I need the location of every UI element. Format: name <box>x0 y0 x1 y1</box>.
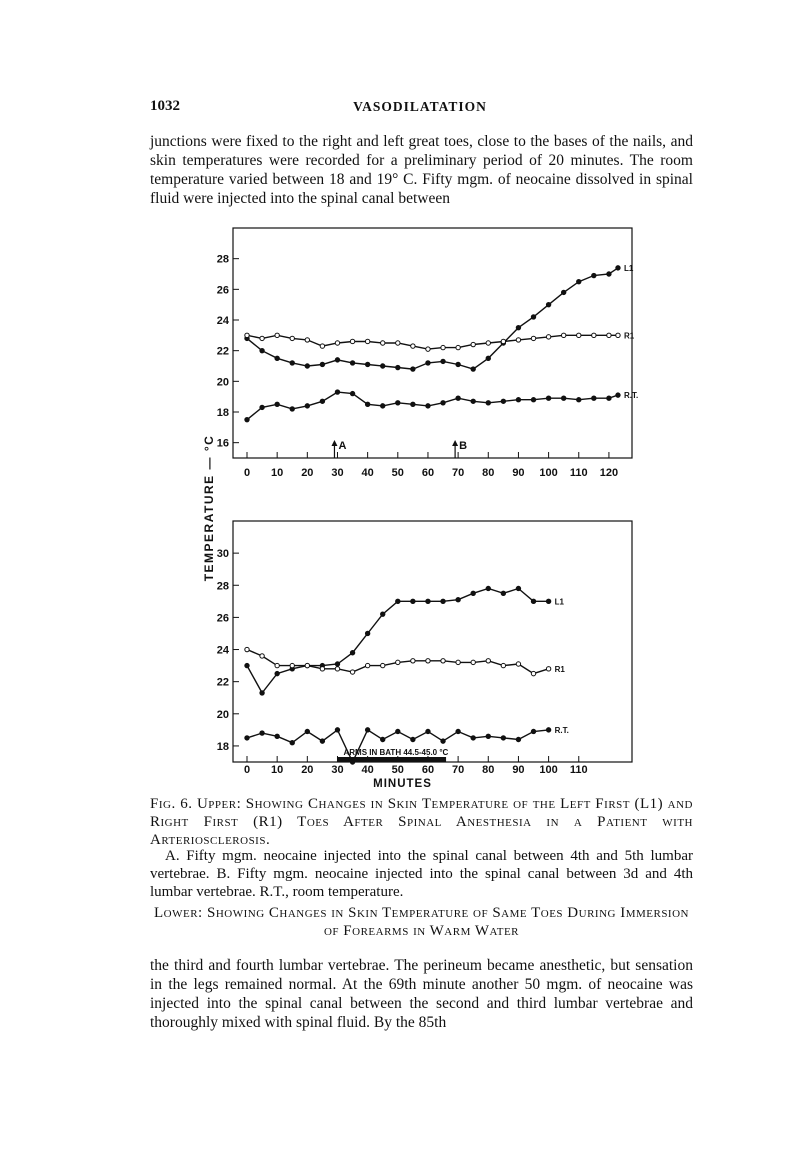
lower-series-rt-point <box>245 736 249 740</box>
upper-series-l1-point <box>441 359 445 363</box>
body-paragraph-top: junctions were fixed to the right and left great toes, close to the bases of the nails, and skin temperatures were recorded for a preliminary period of 20 minutes. The room temperature varied between 18 and 19° C. Fifty mgm. of neocaine dissolved in spinal fluid were injected into the spinal canal between <box>150 133 693 207</box>
lower-series-l1-point <box>260 691 264 695</box>
lower-series-l1-point <box>275 671 279 675</box>
upper-series-r1-point <box>245 333 249 337</box>
lower-series-rt-point <box>350 760 354 764</box>
lower-series-label: R1 <box>554 664 565 674</box>
lower-x-axis-label: MINUTES <box>373 778 432 790</box>
lower-series-l1-point <box>365 631 369 635</box>
lower-series-rt-point <box>335 728 339 732</box>
upper-x-tick-label: 40 <box>361 467 374 479</box>
lower-y-tick-label: 30 <box>216 548 229 561</box>
upper-series-l1-point <box>396 365 400 369</box>
upper-series-l1-point <box>607 272 611 276</box>
upper-series-rt-point <box>260 405 264 409</box>
upper-series-rt-point <box>456 396 460 400</box>
upper-series-r1-point <box>561 333 565 337</box>
lower-series-rt-point <box>411 737 415 741</box>
lower-series-r1-point <box>381 663 385 667</box>
upper-y-tick-label: 28 <box>216 253 229 266</box>
upper-series-r1-point <box>592 333 596 337</box>
lower-series-l1-point <box>441 599 445 603</box>
lower-series-l1-point <box>381 612 385 616</box>
figure-chart-svg <box>150 218 690 795</box>
page-number: 1032 <box>150 98 180 114</box>
running-title: VASODILATATION <box>353 99 487 114</box>
lower-series-rt-point <box>546 728 550 732</box>
figure-caption-title <box>150 795 693 849</box>
upper-series-rt-point <box>592 396 596 400</box>
upper-series-r1-point <box>320 344 324 348</box>
lower-series-rt-point <box>290 741 294 745</box>
lower-series-rt-point <box>456 729 460 733</box>
upper-series-l1-point <box>275 356 279 360</box>
upper-series-r1-point <box>546 335 550 339</box>
lower-series-l1-point <box>516 586 520 590</box>
upper-x-tick-label: 60 <box>421 467 435 479</box>
lower-series-r1-point <box>471 660 475 664</box>
upper-series-l1-point <box>260 348 264 352</box>
lower-series-r1-point <box>441 659 445 663</box>
upper-series-rt-point <box>501 399 505 403</box>
figure-caption-title-text: Fig. 6. Upper: Showing Changes in Skin Temperature of the Left First (L1) and Right First (R1) Toes After Spinal Anesthesia in a Patient with Arteriosclerosis. <box>150 796 693 848</box>
upper-series-rt-point <box>275 402 279 406</box>
upper-series-l1-point <box>335 358 339 362</box>
upper-series-rt-point <box>426 404 430 408</box>
y-axis-label: TEMPERATURE — °C <box>202 434 216 582</box>
upper-y-tick-label: 18 <box>216 407 229 419</box>
lower-series-r1-point <box>516 662 520 666</box>
upper-series-rt-point <box>471 399 475 403</box>
lower-x-tick-label: 60 <box>421 764 435 776</box>
lower-annotation-label: ARMS IN BATH 44.5-45.0 °C <box>343 748 449 757</box>
lower-series-l1-point <box>335 662 339 666</box>
lower-x-tick-label: 80 <box>482 764 495 776</box>
upper-x-tick-label: 80 <box>482 467 495 479</box>
lower-series-rt-point <box>305 729 309 733</box>
lower-series-r1-point <box>260 654 264 658</box>
upper-series-l1-point <box>350 361 354 365</box>
lower-series-rt-point <box>275 734 279 738</box>
lower-series-rt-point <box>516 737 520 741</box>
lower-series-r1-point <box>350 670 354 674</box>
upper-series-l1-point <box>411 367 415 371</box>
upper-series-label: R1 <box>623 331 635 341</box>
upper-x-tick-label: 50 <box>391 467 404 479</box>
lower-series-rt-point <box>381 737 385 741</box>
upper-series-rt-point <box>441 401 445 405</box>
lower-series-rt-point <box>426 729 430 733</box>
upper-series-l1-point <box>290 361 294 365</box>
lower-series-l1-line <box>247 589 549 693</box>
upper-series-l1-point <box>592 273 596 277</box>
lower-series-label: R.T. <box>554 725 569 735</box>
upper-x-tick-label: 0 <box>243 467 251 479</box>
lower-series-r1-point <box>426 659 430 663</box>
lower-series-rt-point <box>501 736 505 740</box>
upper-x-tick-label: 70 <box>451 467 465 479</box>
lower-x-tick-label: 70 <box>451 764 465 776</box>
upper-series-l1-point <box>561 290 565 294</box>
upper-series-r1-point <box>260 336 264 340</box>
upper-series-l1-point <box>381 364 385 368</box>
upper-series-l1-point <box>546 302 550 306</box>
lower-series-r1-point <box>305 663 309 667</box>
lower-series-rt-point <box>260 731 264 735</box>
upper-series-rt-point <box>335 390 339 394</box>
lower-y-tick-label: 26 <box>216 612 229 625</box>
lower-series-rt-point <box>486 734 490 738</box>
upper-series-l1-point <box>516 325 520 329</box>
lower-series-l1-point <box>546 599 550 603</box>
lower-series-rt-point <box>441 739 445 743</box>
upper-plot-frame <box>233 228 632 458</box>
lower-x-tick-label: 40 <box>361 764 374 776</box>
lower-series-r1-point <box>501 663 505 667</box>
upper-series-rt-point <box>516 398 520 402</box>
lower-series-l1-point <box>396 599 400 603</box>
lower-series-r1-point <box>335 667 339 671</box>
upper-annotation-arrowhead <box>331 440 337 446</box>
upper-y-tick-label: 20 <box>216 376 229 389</box>
lower-series-r1-point <box>290 663 294 667</box>
upper-series-r1-point <box>350 339 354 343</box>
upper-series-l1-point <box>577 279 581 283</box>
upper-series-l1-point <box>426 361 430 365</box>
upper-y-tick-label: 16 <box>216 437 229 450</box>
lower-x-tick-label: 20 <box>301 764 314 776</box>
upper-series-rt-point <box>350 391 354 395</box>
lower-y-tick-label: 28 <box>216 580 229 593</box>
upper-series-r1-point <box>411 344 415 348</box>
lower-series-l1-point <box>426 599 430 603</box>
upper-series-r1-point <box>531 336 535 340</box>
lower-series-l1-point <box>350 651 354 655</box>
upper-series-l1-point <box>305 364 309 368</box>
lower-series-r1-point <box>411 659 415 663</box>
lower-x-tick-label: 30 <box>331 764 344 776</box>
upper-series-l1-point <box>471 367 475 371</box>
lower-series-label: L1 <box>554 597 564 607</box>
upper-series-rt-point <box>245 417 249 421</box>
lower-series-r1-point <box>486 659 490 663</box>
upper-x-tick-label: 120 <box>599 467 619 479</box>
upper-y-tick-label: 22 <box>216 345 229 358</box>
upper-series-r1-point <box>305 338 309 342</box>
upper-series-label: R.T. <box>623 391 639 401</box>
lower-series-r1-point <box>531 671 535 675</box>
upper-x-tick-label: 10 <box>271 467 284 479</box>
upper-series-label: L1 <box>623 263 634 273</box>
figure-caption-lower <box>150 904 693 940</box>
lower-y-tick-label: 22 <box>216 676 229 689</box>
lower-series-l1-point <box>501 591 505 595</box>
upper-series-r1-point <box>441 345 445 349</box>
upper-series-r1-point <box>335 341 339 345</box>
upper-series-rt-point <box>616 393 620 397</box>
upper-series-r1-point <box>290 336 294 340</box>
upper-series-r1-point <box>456 345 460 349</box>
upper-series-r1-point <box>486 341 490 345</box>
lower-series-rt-point <box>320 739 324 743</box>
upper-annotation-arrowhead <box>452 440 458 446</box>
upper-x-tick-label: 110 <box>569 467 588 479</box>
upper-series-rt-point <box>365 402 369 406</box>
lower-series-l1-point <box>531 599 535 603</box>
upper-series-r1-point <box>607 333 611 337</box>
lower-x-tick-label: 100 <box>539 764 558 776</box>
upper-series-rt-point <box>305 404 309 408</box>
lower-series-r1-point <box>365 663 369 667</box>
lower-x-tick-label: 110 <box>569 764 588 776</box>
upper-series-rt-point <box>561 396 565 400</box>
upper-series-rt-point <box>546 396 550 400</box>
upper-x-tick-label: 90 <box>512 467 525 479</box>
upper-series-r1-point <box>381 341 385 345</box>
lower-series-r1-point <box>456 660 460 664</box>
upper-y-tick-label: 26 <box>216 284 229 297</box>
upper-series-rt-point <box>531 398 535 402</box>
lower-series-rt-point <box>471 736 475 740</box>
upper-series-rt-point <box>486 401 490 405</box>
lower-x-tick-label: 0 <box>243 764 251 776</box>
lower-x-tick-label: 90 <box>512 764 525 776</box>
upper-x-tick-label: 20 <box>301 467 314 479</box>
upper-x-tick-label: 100 <box>539 467 558 479</box>
upper-series-l1-point <box>616 266 620 270</box>
upper-series-l1-line <box>247 268 618 369</box>
lower-series-l1-point <box>486 586 490 590</box>
upper-series-r1-point <box>275 333 279 337</box>
lower-series-r1-point <box>275 663 279 667</box>
upper-annotation-label: A <box>338 440 347 452</box>
lower-series-r1-point <box>546 667 550 671</box>
lower-series-r1-point <box>396 660 400 664</box>
upper-series-l1-point <box>365 362 369 366</box>
upper-series-r1-point <box>616 333 620 337</box>
figure-6 <box>150 218 690 795</box>
upper-series-r1-point <box>577 333 581 337</box>
figure-caption-body: A. Fifty mgm. neocaine injected into the spinal canal between 4th and 5th lumbar vertebrae. B. Fifty mgm. neocaine injected into the spinal canal between 3d and 4th lumbar vertebrae. R.T., room temperature. <box>150 848 693 900</box>
upper-series-rt-point <box>607 396 611 400</box>
page-header <box>150 98 690 120</box>
lower-series-rt-point <box>396 729 400 733</box>
lower-series-l1-point <box>245 663 249 667</box>
upper-x-tick-label: 30 <box>331 467 344 479</box>
body-paragraph-bottom: the third and fourth lumbar vertebrae. The perineum became anesthetic, but sensation in the legs remained normal. At the 69th minute another 50 mgm. of neocaine was injected into the spinal canal between the second and third lumbar vertebrae and thoroughly mixed with spinal fluid. By the 85th <box>150 957 693 1031</box>
upper-series-l1-point <box>486 356 490 360</box>
lower-series-l1-point <box>456 598 460 602</box>
lower-x-tick-label: 50 <box>391 764 404 776</box>
upper-series-rt-point <box>411 402 415 406</box>
lower-series-r1-point <box>320 667 324 671</box>
upper-series-r1-point <box>396 341 400 345</box>
lower-series-l1-point <box>471 591 475 595</box>
upper-series-rt-point <box>290 407 294 411</box>
upper-series-r1-point <box>471 342 475 346</box>
upper-series-rt-point <box>320 399 324 403</box>
lower-series-r1-point <box>245 647 249 651</box>
lower-y-tick-label: 20 <box>216 708 229 721</box>
figure-caption-lower-text: Lower: Showing Changes in Skin Temperature of Same Toes During Immersion of Forearms in Warm Water <box>154 905 689 939</box>
upper-series-r1-point <box>501 339 505 343</box>
upper-series-r1-point <box>516 338 520 342</box>
upper-series-r1-point <box>365 339 369 343</box>
upper-series-l1-point <box>320 362 324 366</box>
upper-series-l1-point <box>531 315 535 319</box>
lower-y-tick-label: 18 <box>216 740 229 753</box>
upper-y-tick-label: 24 <box>216 315 229 327</box>
upper-series-l1-point <box>456 362 460 366</box>
upper-series-rt-point <box>396 401 400 405</box>
upper-series-rt-point <box>577 398 581 402</box>
lower-series-l1-point <box>411 599 415 603</box>
lower-series-rt-point <box>531 729 535 733</box>
lower-y-tick-label: 24 <box>216 644 229 657</box>
lower-series-rt-point <box>365 728 369 732</box>
upper-annotation-label: B <box>459 440 468 452</box>
lower-x-tick-label: 10 <box>271 764 284 776</box>
upper-series-rt-point <box>381 404 385 408</box>
lower-plot-frame <box>233 521 632 762</box>
upper-series-r1-point <box>426 347 430 351</box>
